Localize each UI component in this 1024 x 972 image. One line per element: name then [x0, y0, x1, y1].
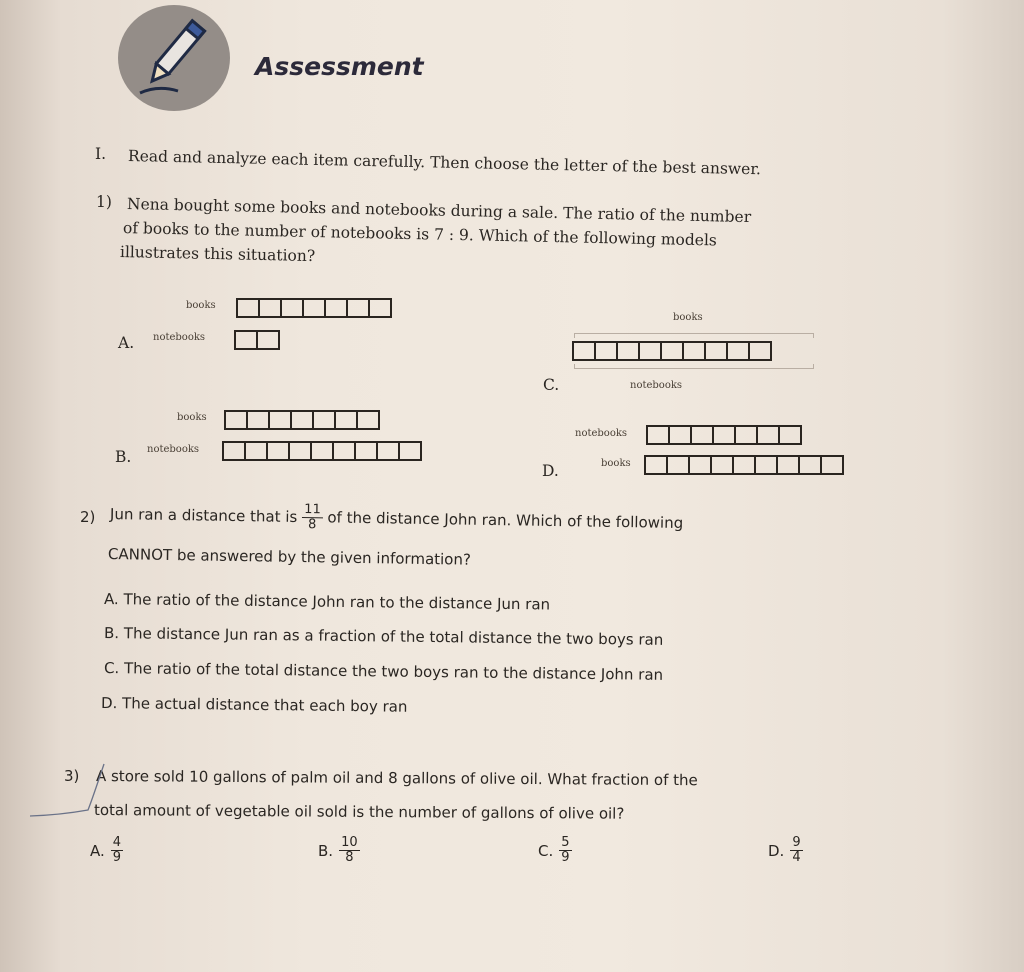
option-d-letter: D. — [542, 462, 559, 480]
fraction — [339, 836, 360, 865]
bar-box — [346, 298, 370, 318]
numerator: 11 — [302, 503, 323, 518]
bar-box — [290, 410, 314, 430]
q2-text-pre: Jun ran a distance that is — [109, 505, 298, 526]
q3-line: A store sold 10 gallons of palm oil and 8 gallons of olive oil. What fraction of the — [95, 767, 698, 790]
bar-box — [726, 341, 750, 361]
bar-box — [712, 425, 736, 445]
option-text: The ratio of the total distance the two boys ran to the distance John ran — [123, 659, 664, 684]
bar-box — [572, 341, 596, 361]
option-letter: A. — [103, 590, 119, 609]
bar-box — [820, 455, 844, 475]
numerator: 9 — [792, 835, 801, 850]
bar-model-b-books — [226, 410, 380, 430]
q3-option — [318, 836, 360, 865]
books-label: books — [186, 300, 216, 311]
bar-box — [398, 441, 422, 461]
option-text: The ratio of the distance John ran to the distance Jun ran — [123, 590, 551, 614]
fraction — [302, 503, 323, 532]
bar-box — [798, 455, 822, 475]
fraction — [559, 836, 571, 865]
q3-option — [768, 836, 803, 865]
bar-box — [246, 410, 270, 430]
page-title: Assessment — [255, 52, 424, 81]
bar-model-d-books — [646, 455, 844, 475]
fraction — [790, 836, 802, 865]
bar-box — [224, 410, 248, 430]
bar-box — [778, 425, 802, 445]
books-label: books — [177, 412, 207, 423]
option-letter: A. — [90, 841, 105, 860]
q2-option — [104, 624, 663, 649]
bar-model-d-notebooks — [648, 425, 802, 445]
option-c-letter: C. — [543, 376, 560, 394]
denominator: 9 — [561, 850, 570, 865]
books-label: books — [601, 458, 631, 469]
bar-model-a-books — [238, 298, 392, 318]
q1-number: 1) — [96, 193, 112, 211]
bar-box — [376, 441, 400, 461]
option-text: The distance Jun ran as a fraction of the total distance the two boys ran — [123, 624, 664, 649]
bar-box — [236, 298, 260, 318]
numerator: 10 — [341, 835, 358, 850]
bar-box — [312, 410, 336, 430]
q2-line — [110, 500, 684, 538]
option-letter: C. — [538, 841, 554, 860]
bar-box — [688, 455, 712, 475]
section-number: I. — [95, 145, 107, 163]
bar-box — [368, 298, 392, 318]
bar-box — [332, 441, 356, 461]
notebooks-label: notebooks — [575, 428, 628, 439]
bar-box — [660, 341, 684, 361]
denominator: 4 — [792, 850, 801, 865]
fraction — [111, 836, 123, 865]
bar-box — [734, 425, 758, 445]
notebooks-label: notebooks — [147, 444, 200, 455]
q1-line: Nena bought some books and notebooks during a sale. The ratio of the number — [126, 195, 752, 227]
bar-box — [234, 330, 258, 350]
q3-option — [538, 836, 572, 865]
option-a-letter: A. — [118, 334, 135, 352]
numerator: 4 — [112, 835, 122, 850]
bar-box — [222, 441, 246, 461]
bar-box — [256, 330, 280, 350]
notebooks-label: notebooks — [630, 380, 683, 391]
bar-box — [754, 455, 778, 475]
bar-box — [704, 341, 728, 361]
q1-line: of books to the number of notebooks is 7 : 9. Which of the following models — [122, 219, 718, 250]
bar-box — [666, 455, 690, 475]
bar-box — [244, 441, 268, 461]
q2-option — [101, 694, 408, 716]
q2-option — [104, 590, 550, 613]
q3-line: total amount of vegetable oil sold is the number of gallons of olive oil? — [93, 801, 625, 823]
pencil-icon — [118, 5, 230, 111]
bar-box — [302, 298, 326, 318]
bar-box — [776, 455, 800, 475]
bar-box — [356, 410, 380, 430]
bar-box — [594, 341, 618, 361]
bar-model-c — [574, 341, 772, 361]
bar-box — [690, 425, 714, 445]
q2-option — [104, 659, 663, 684]
q3-option — [90, 836, 123, 865]
notebooks-label: notebooks — [153, 332, 206, 343]
option-text: The actual distance that each boy ran — [121, 694, 408, 716]
q1-line: illustrates this situation? — [119, 243, 316, 266]
bar-box — [268, 410, 292, 430]
q2-text-post: of the distance John ran. Which of the following — [327, 508, 684, 533]
denominator: 9 — [112, 850, 122, 865]
bar-box — [354, 441, 378, 461]
denominator: 8 — [345, 850, 354, 865]
option-letter: D. — [768, 841, 785, 860]
books-label: books — [673, 312, 703, 323]
bar-model-b-notebooks — [224, 441, 422, 461]
bar-box — [638, 341, 662, 361]
bar-model-a-notebooks — [236, 330, 280, 350]
option-b-letter: B. — [115, 448, 132, 466]
bar-box — [668, 425, 692, 445]
notebooks-brace — [574, 364, 814, 369]
bar-box — [756, 425, 780, 445]
q2-line: CANNOT be answered by the given information? — [107, 545, 472, 569]
q3-number: 3) — [64, 767, 80, 785]
bar-box — [616, 341, 640, 361]
numerator: 5 — [561, 835, 570, 850]
bar-box — [280, 298, 304, 318]
bar-box — [682, 341, 706, 361]
bar-box — [288, 441, 312, 461]
option-letter: C. — [103, 659, 120, 678]
bar-box — [710, 455, 734, 475]
bar-box — [310, 441, 334, 461]
option-letter: B. — [318, 841, 334, 860]
q2-number: 2) — [80, 508, 96, 526]
bar-box — [748, 341, 772, 361]
bar-box — [732, 455, 756, 475]
bar-box — [334, 410, 358, 430]
denominator: 8 — [307, 517, 317, 533]
option-letter: B. — [103, 624, 120, 643]
pencil-icon-badge — [118, 5, 230, 111]
bar-box — [258, 298, 282, 318]
pen-mark — [30, 760, 110, 824]
books-brace — [574, 333, 814, 338]
instructions: Read and analyze each item carefully. Then choose the letter of the best answer. — [127, 147, 762, 179]
bar-box — [646, 425, 670, 445]
bar-box — [266, 441, 290, 461]
bar-box — [644, 455, 668, 475]
option-letter: D. — [100, 694, 118, 713]
bar-box — [324, 298, 348, 318]
